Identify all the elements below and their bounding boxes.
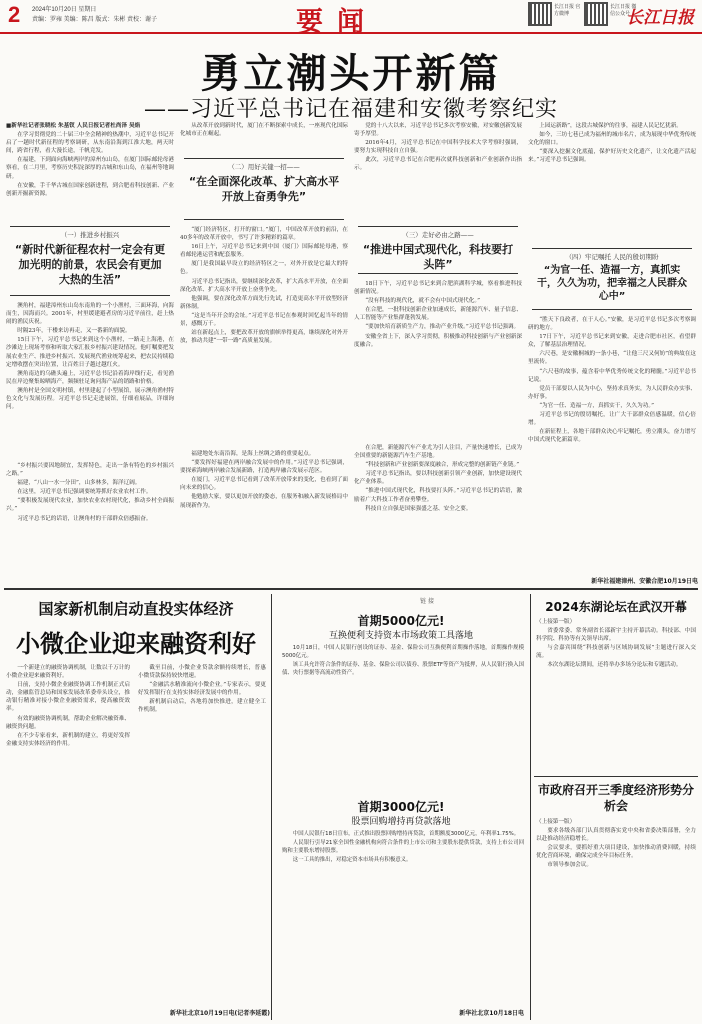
subheading-label: （三）走好必由之路—— — [402, 231, 474, 239]
link-block1-subtitle: 互换便利支持资本市场政策工具落地 — [328, 631, 473, 641]
story4-title: 2024东湖论坛在武汉开幕 — [545, 600, 687, 614]
subheading-box-4 — [532, 248, 692, 310]
paragraph: 在学习贯彻党的二十届三中全会精神的热潮中，习近平总书记开启了一趟时代新征程的考察调研，从东南沿海到江淮大地，两天时间，跨省行程，看大漫长途，千帆竞发。 — [6, 132, 174, 155]
subheading-title: “新时代新征程农村一定会有更加光明的前景，农民会有更加大热的生活” — [14, 243, 166, 286]
story5-text — [536, 818, 696, 1018]
paragraph: “没有科技的现代化，就不会有中国式现代化。” — [365, 298, 480, 305]
story-kicker: 国家新机制启动直投实体经济 — [38, 600, 234, 618]
paragraph: “推进中国式现代化，科技要打头阵。”习近平总书记的话语，激励着广大科技工作者奋勇攀登。 — [354, 488, 522, 503]
paragraph: 这一工具的推出，对稳定资本市场具有积极意义。 — [292, 857, 412, 864]
article-column-4-top — [528, 122, 696, 246]
article-column-2b — [180, 450, 348, 580]
paragraph: 在福建，下到面向海峡两岸的漳州东山岛，在厦门国际邮轮母港察看，在二月里，考察历史积淀深厚的古城和东山岛，在福州等地调研。 — [6, 157, 174, 180]
story2-column-b — [138, 664, 266, 1002]
article-column-4 — [528, 316, 696, 574]
paragraph: 安徽全省上下，深入学习贯彻，积极推动科技创新与产业创新深度融合。 — [354, 333, 522, 348]
subheading-box-1 — [10, 226, 170, 296]
story4-text — [536, 618, 696, 770]
paragraph: 习近平总书记的殷切嘱托，让广大干部群众倍感温暖，信心倍增。 — [528, 412, 696, 427]
subheading-title: “在全面深化改革、扩大高水平开放上奋勇争先” — [188, 175, 340, 203]
paragraph: 福建，“八山一水一分田”，山多林多，海洋辽阔。 — [17, 480, 141, 487]
paragraph: “胜天下良政者，在于人心。”安徽，是习近平总书记多次考察调研的地方。 — [528, 317, 696, 332]
paragraph: 中国人民银行18日宣布，正式推出股票回购增持再贷款，首期额度3000亿元，年利率1.75%。 — [292, 831, 520, 837]
article-lead: ■新华社记者张晓松 朱基钗 人民日报记者杜尚泽 吴焰 — [6, 123, 141, 129]
subheading-title: “推进中国式现代化，科技要打头阵” — [362, 243, 514, 271]
qr-code-icon[interactable] — [584, 2, 608, 26]
paragraph: “为官一任、造福一方，真抓实干，久久为功。” — [539, 402, 654, 409]
paragraph: 10月18日，中国人民银行创设的证券、基金、保险公司互换便利首期操作落地，首期操作规模5000亿元。 — [282, 645, 524, 660]
paragraph: 在新征程上，各地干部群众决心牢记嘱托，勇立潮头，奋力谱写中国式现代化新篇章。 — [528, 429, 696, 444]
paragraph: “六尺巷的故事，蕴含着中华优秀传统文化的精髓。”习近平总书记说。 — [528, 368, 696, 383]
paragraph: 澳角村是全国文明村镇，村里建起了小型展馆，展示澳角渔村特色文化与发展历程。习近平总书记走进展馆，仔细看展品，详细询问。 — [6, 387, 174, 411]
paragraph: 六尺巷，是安徽桐城的一条小巷，“让他三尺又何妨”的典故在这里流传。 — [528, 351, 696, 366]
page-editors: 责编：罗雍 美编：陈昌 版式：朱彬 责校：谢子 — [32, 17, 158, 23]
paragraph: “要深入挖掘文化底蕴，保护好历史文化遗产，让文化遗产活起来。”习近平总书记强调。 — [528, 149, 696, 164]
headline-subtitle: ——习近平总书记在福建和安徽考察纪实 — [143, 97, 558, 122]
dateline-signature: 新华社北京10月19日电(记者李延霞) — [169, 1010, 270, 1017]
paragraph: “乡村振兴要因地制宜，发挥特色，走出一条有特色的乡村振兴之路。” — [6, 463, 174, 478]
paper-logo: 长江日报 — [626, 8, 694, 28]
article-column-2-top — [180, 122, 348, 156]
paragraph: 澳角南边的乌礁头遍上，习近平总书记沿着海岸线行走，看见渔民在岸边聚集晾晒海产，频频驻足询问海产品的销路和价格。 — [6, 370, 174, 385]
paragraph: 在合肥，一批科技创新企业加速成长，新能源汽车、量子信息、人工智能等产业集群蓬勃发展。 — [354, 307, 522, 322]
paragraph: 党的十八大以来，习近平总书记多次考察安徽，对安徽创新发展寄予厚望。 — [354, 123, 522, 138]
masthead — [0, 0, 702, 38]
subheading-box-2 — [184, 158, 344, 220]
paragraph: 科技自立自强是国家强盛之基、安全之要。 — [365, 505, 472, 512]
paragraph: 在安徽，手千华古城在国家创新进程，到合肥看科技创新、产业创新开掘新资源。 — [6, 182, 174, 197]
paragraph: 习近平总书记的话语，让澳角村的干部群众倍感振奋。 — [17, 515, 152, 522]
paragraph: “要积极发展现代农业，加快农业农村现代化，推动乡村全面振兴。” — [6, 498, 174, 513]
paragraph: 要求各级各部门认真贯彻落实党中央和省委决策部署，全力以赴推动经济稳增长。 — [536, 828, 696, 843]
headline-title: 勇立潮头开新篇 — [200, 50, 502, 97]
paragraph: “这是当年开会的会址。”习近平总书记在参观时回忆起当年的情景，感慨万千。 — [180, 312, 348, 328]
byline: （上接第一版） — [536, 819, 576, 825]
paragraph: 市领导参加会议。 — [547, 862, 592, 869]
paragraph: 15日下午，习近平总书记来到这个小渔村，一路走上海港，在沙滩边上现场考察和听取大家汇报乡村振兴建设情况。他叮嘱要把发展农业生产、推进乡村振兴、发展现代渔业统筹起来，把农民持续稳定增收摆在突出位置，让百姓日子越过越红火。 — [6, 337, 174, 368]
paragraph: 省委常委、常务副省长邵新宇主持开幕活动。科技部、中国科学院、科协等有关领导出席。 — [536, 628, 696, 643]
link-tag: 链接 — [420, 598, 437, 605]
paragraph: 时隔23年，干楼来访再走，又一番新的面貌。 — [17, 328, 131, 335]
paragraph: 福建地处东南沿海，是海上丝绸之路的重要起点。 — [191, 451, 315, 457]
paragraph: 会议要求，要抓好重大项目建设，加快推动消费回暖，持续优化营商环境，确保完成全年目标任务。 — [536, 845, 696, 860]
subheading-label: （一）推进乡村振兴 — [60, 231, 120, 239]
section-name: 要闻 — [296, 7, 378, 38]
link-block1-text — [282, 644, 524, 772]
paragraph: 他强调，要在深化改革方面先行先试，打造更高水平开放型经济新体制。 — [180, 295, 348, 310]
dateline-signature: 新华社北京10月18日电 — [459, 1010, 524, 1017]
paragraph: 他勉励大家，要以更加开放的姿态，在服务和融入新发展格局中展现新作为。 — [180, 494, 348, 509]
section-divider — [534, 776, 698, 777]
subheading-box-3 — [358, 226, 518, 274]
paragraph: 习近平总书记指出，要继续深化改革，扩大高水平开放，在全面深化改革、扩大高水平开放上奋勇争先。 — [180, 278, 348, 293]
link-block1-title: 首期5000亿元! — [357, 614, 445, 628]
paragraph: 从改革开放到新时代，厦门在不断探索中成长，一座现代化国际化城市正在崛起。 — [180, 123, 348, 138]
subheading-label: （四）牢记嘱托 人民的殷切期盼 — [565, 253, 659, 261]
article-column-1 — [6, 122, 174, 222]
column-divider — [271, 594, 272, 1020]
article-column-1c — [6, 462, 174, 580]
page-number: 2 — [8, 2, 21, 27]
article-column-3-top — [354, 122, 522, 222]
qr2-label: 长江日报 微信公众号 — [610, 4, 637, 17]
paragraph: 截至目前，小微企业贷款余额持续增长，普惠小微贷款保持较快增速。 — [138, 665, 266, 680]
paragraph: 16日上午，习近平总书记来到中国（厦门）国际邮轮母港，察看邮轮港运营和配套服务。 — [180, 244, 348, 259]
story2-column-a — [6, 664, 130, 1018]
story5-title: 市政府召开三季度经济形势分析会 — [537, 783, 694, 813]
paragraph: 厦门是我国最早设立的经济特区之一，对外开放是它最大的特色。 — [180, 261, 348, 276]
paragraph: “要发挥好福建在两岸融合发展中的作用。”习近平总书记强调，要探索海峡两岸融合发展新路，打造两岸融合发展示范区。 — [180, 460, 348, 475]
article-column-3b — [354, 444, 522, 580]
paragraph: 人民银行引导21家全国性金融机构向符合条件的上市公司和主要股东提供贷款，支持上市公司回购和主要股东增持股票。 — [282, 840, 524, 855]
paragraph: 党员干部要以人民为中心，坚持求真务实，为人民群众办实事、办好事。 — [528, 385, 696, 400]
paragraph: 此次，习近平总书记在合肥再次就科技创新和产业创新作出指示。 — [354, 157, 522, 172]
paragraph: 本次东湖论坛期间，还将举办多场分论坛和专题活动。 — [547, 662, 682, 669]
qr1-label: 长江日报 官方微博 — [554, 4, 581, 17]
paragraph: 该工具允许符合条件的证券、基金、保险公司以债券、股票ETF等资产为抵押，从人民银行换入国债、央行票据等高流动性资产。 — [282, 662, 524, 677]
link-block2-title: 首期3000亿元! — [357, 800, 445, 814]
paragraph: 如今，三坊七巷已成为福州的城市名片，成为展现中华优秀传统文化的窗口。 — [528, 132, 696, 147]
paragraph: 有效的融资协调机制，帮助企业解决融资难、融资贵问题。 — [6, 715, 130, 730]
article-column-2 — [180, 226, 348, 446]
dateline-signature: 新华社福建漳州、安徽合肥10月19日电 — [591, 578, 698, 585]
article-column-1b — [6, 302, 174, 460]
page-date: 2024年10月20日 星期日 — [32, 7, 97, 13]
paragraph: “科技创新和产业创新要深度融合，形成完整的创新链产业链。” — [365, 462, 520, 469]
paragraph: “金融活水精准流向小微企业。”专家表示，要更好发挥银行在支持实体经济发展中的作用。 — [138, 682, 266, 697]
subheading-title: “为官一任、造福一方，真抓实干，久久为功，把幸福之人民群众心中” — [537, 265, 687, 302]
column-divider — [530, 594, 531, 1020]
link-block2-text — [282, 830, 524, 1008]
paragraph: 澳角村，福建漳州东山岛东南角的一个小渔村，三面环海，向海而生，因海而兴。2001年，村里缓建避者房的习近平前往，赶上热闹的渔民庆祝。 — [6, 303, 174, 326]
paragraph: 在厦门，习近平总书记看到了改革开放带来的变化，也看到了面向未来的信心。 — [180, 477, 348, 492]
paragraph: “要加快培育新质生产力，推动产业升级。”习近平总书记强调。 — [365, 324, 520, 331]
paragraph: “厦门经济特区，打开的窗口。”厦门，中国改革开放的前沿，在40多年的改革开放中，书写了许多精彩的篇章。 — [180, 227, 348, 242]
paragraph: 与会嘉宾围绕“科技创新与区域协调发展”主题进行深入交流。 — [536, 645, 696, 660]
subheading-label: （二）用好关键一招—— — [228, 163, 300, 171]
paragraph: 习近平总书记指出，要以科技创新引领产业创新，加快建设现代化产业体系。 — [354, 471, 522, 486]
paragraph: 上园运新路”，这段古城保护的往事，福建人民记忆犹新。 — [539, 123, 682, 129]
section-divider — [4, 588, 698, 590]
link-block2-subtitle: 股票回购增持再贷款落地 — [351, 817, 451, 827]
paragraph: 一个新建立的融资协调机制，让数以千万计的小微企业迎来融资利好。 — [6, 665, 130, 680]
paragraph: 站在新起点上，要把改革开放的旗帜举得更高，继续深化对外开放，推动共建“一带一路”高质量发展。 — [180, 330, 348, 345]
qr-code-icon[interactable] — [528, 2, 552, 26]
paragraph: 17日下午，习近平总书记来到安徽，走进合肥市社区，看望群众，了解基层治理情况。 — [528, 334, 696, 349]
paragraph: 在这里，习近平总书记强调要统筹抓好农业农村工作。 — [17, 489, 152, 496]
paragraph: 在不少专家看来，新机制的建立，将更好发挥金融支持实体经济的作用。 — [6, 732, 130, 747]
byline: （上接第一版） — [536, 619, 576, 625]
paragraph: 新机制启动后，各地将加快推进，建立健全工作机制。 — [138, 699, 266, 714]
story-title: 小微企业迎来融资利好 — [16, 630, 256, 658]
article-column-3 — [354, 280, 522, 440]
paragraph: 2016年4月，习近平总书记在中国科学技术大学考察时强调，要努力实现科技自立自强。 — [354, 140, 522, 155]
paragraph: 18日下午，习近平总书记来到合肥滨湖科学城，察看推进科技创新情况。 — [354, 281, 522, 296]
paragraph: 日前，支持小微企业融资协调工作机制正式启动，金融监管总局和国家发展改革委牵头设立，推动银行精准对接小微企业融资需求，提高融资效率。 — [6, 682, 130, 713]
paragraph: 在合肥，新能源汽车产业尤为引人注目，产量快速增长，已成为全国重要的新能源汽车生产基地。 — [354, 445, 522, 460]
